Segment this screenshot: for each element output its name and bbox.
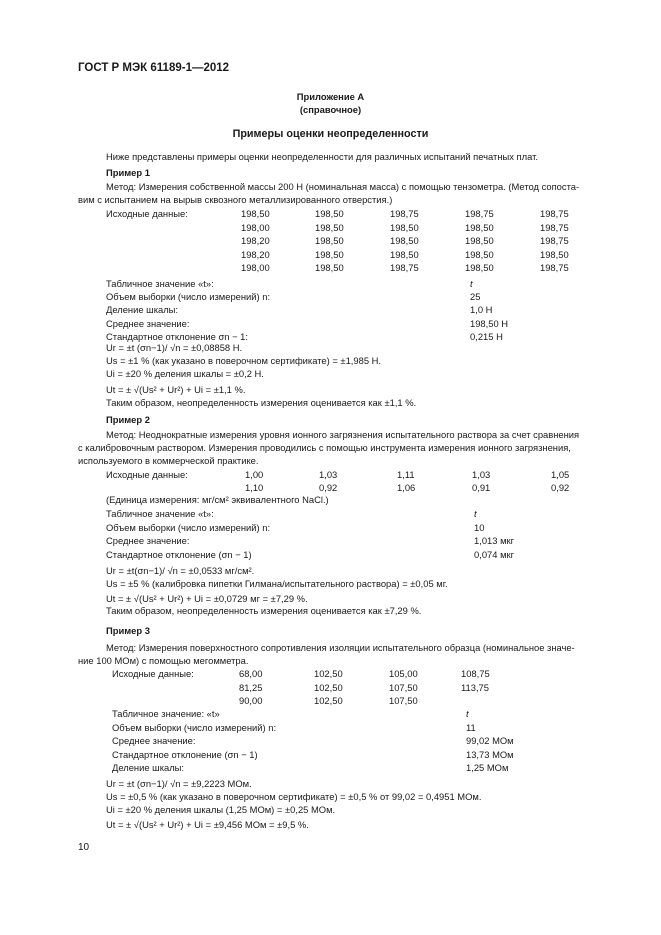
data-cell: 1,05	[551, 469, 570, 480]
example1-method-1: Метод: Измерения собственной массы 200 Н (номинальная масса) с помощью тензометра. (Метод сопоста-	[106, 181, 580, 192]
data-cell: 198,50	[540, 248, 569, 260]
example2-param-value: 10	[474, 521, 485, 533]
example2-conclusion: Таким образом, неопределенность измерения оценивается как ±7,29 %.	[106, 605, 422, 616]
example1-param-value: 0,215 Н	[470, 330, 503, 342]
example2-param-label: Табличное значение «t»:	[106, 508, 214, 519]
example2-param-value: 0,074 мкг	[474, 548, 515, 560]
example2-data-label: Исходные данные:	[106, 469, 188, 480]
example3-formula: Us = ±0,5 % (как указано в поверочном сертификате) = ±0,5 % от 99,02 = 0,4951 МОм.	[106, 791, 482, 802]
data-cell: 198,75	[540, 208, 569, 219]
example3-param-label: Деление шкалы:	[112, 762, 185, 773]
data-cell: 0,91	[472, 482, 491, 493]
data-cell: 81,25	[239, 681, 263, 693]
example2-formula: Ut = ± √(Us² + Ur²) + Ui = ±0,0729 мг = ±7,29 %.	[106, 593, 308, 604]
data-cell: 1,03	[319, 469, 338, 480]
example2-param-label: Среднее значение:	[106, 535, 190, 546]
example1-param-label: Табличное значение «t»:	[106, 278, 214, 289]
data-cell: 198,75	[540, 235, 569, 246]
example2-param-value: t	[474, 508, 477, 519]
example3-param-value: 13,73 МОм	[466, 748, 514, 760]
data-cell: 198,50	[315, 248, 344, 260]
data-cell: 1,00	[245, 469, 264, 480]
example1-param-label: Объем выборки (число измерений) n:	[106, 291, 271, 303]
data-cell: 198,50	[465, 248, 494, 260]
data-cell: 198,50	[241, 208, 270, 219]
example1-param-value: 1,0 Н	[470, 304, 493, 316]
data-cell: 113,75	[461, 681, 489, 693]
example2-param-label: Объем выборки (число измерений) n:	[106, 521, 271, 533]
example1-title: Пример 1	[106, 167, 150, 178]
example3-param-value: t	[466, 708, 469, 719]
example3-param-label: Стандартное отклонение (σn − 1)	[112, 748, 258, 760]
data-cell: 198,75	[390, 262, 419, 273]
example3-param-label: Табличное значение: «t»	[112, 708, 220, 719]
example2-title: Пример 2	[106, 414, 150, 425]
example3-data-label: Исходные данные:	[112, 668, 194, 679]
data-cell: 0,92	[551, 482, 570, 493]
data-cell: 198,50	[465, 221, 494, 233]
example1-conclusion: Таким образом, неопределенность измерения оценивается как ±1,1 %.	[106, 397, 417, 408]
data-cell: 102,50	[314, 695, 343, 706]
example2-formula: Ur = ±t(σn−1)/ √n = ±0,0533 мг/см².	[106, 565, 255, 576]
data-cell: 102,50	[314, 668, 343, 679]
example2-method-2: с калибровочным раствором. Измерения проводились с помощью инструмента измерения ионного загрязнения,	[78, 442, 571, 453]
data-cell: 198,50	[315, 208, 344, 219]
example3-formula: Ur = ±t (σn−1)/ √n = ±9,2223 МОм.	[106, 778, 252, 789]
data-cell: 107,50	[389, 695, 418, 706]
document-header: ГОСТ Р МЭК 61189-1—2012	[78, 62, 230, 74]
data-cell: 198,50	[465, 235, 494, 246]
example3-title: Пример 3	[106, 625, 150, 636]
data-cell: 90,00	[239, 695, 263, 706]
data-cell: 1,06	[397, 482, 416, 493]
data-cell: 198,50	[390, 221, 419, 233]
example2-method-1: Метод: Неоднократные измерения уровня ионного загрязнения испытательного раствора за счет сравнения	[106, 429, 580, 440]
data-cell: 1,03	[472, 469, 491, 480]
data-cell: 198,50	[315, 235, 344, 246]
example3-param-value: 1,25 МОм	[466, 762, 509, 773]
data-cell: 102,50	[314, 681, 343, 693]
data-cell: 1,11	[397, 469, 415, 480]
data-cell: 198,75	[540, 221, 569, 233]
example1-formula: Ui = ±20 % деления шкалы = ±0,2 Н.	[106, 368, 264, 379]
example1-param-label: Деление шкалы:	[106, 304, 179, 316]
example2-formula: Us = ±5 % (калибровка пипетки Гилмана/испытательного раствора) = ±0,05 мг.	[106, 578, 448, 589]
data-cell: 105,00	[389, 668, 418, 679]
example1-formula: Ut = ± √(Us² + Ur²) + Ui = ±1,1 %.	[106, 384, 246, 395]
example1-param-label: Стандартное отклонение σn − 1:	[106, 330, 248, 342]
example1-data-label: Исходные данные:	[106, 208, 188, 219]
data-cell: 198,50	[390, 235, 419, 246]
data-cell: 198,00	[241, 262, 270, 273]
example1-method-2: вим с испытанием на вырыв сквозного металлизированного отверстия.)	[78, 194, 393, 205]
example1-param-value: t	[470, 278, 473, 289]
data-cell: 198,50	[315, 221, 344, 233]
page-number: 10	[78, 842, 90, 853]
appendix-subtitle: (справочное)	[299, 104, 362, 115]
data-cell: 108,75	[461, 668, 490, 679]
example2-unit-note: (Единица измерения: мг/см² эквивалентного NaCl.)	[106, 494, 329, 505]
data-cell: 0,92	[319, 482, 338, 493]
data-cell: 198,00	[241, 221, 270, 233]
example1-formula: Ur = ±t (σn−1)/ √n = ±0,08858 Н.	[106, 342, 243, 353]
example1-formula: Us = ±1 % (как указано в поверочном сертификате) = ±1,985 Н.	[106, 355, 382, 366]
example3-param-label: Среднее значение:	[112, 735, 196, 746]
data-cell: 1,10	[245, 482, 264, 493]
example1-param-value: 198,50 Н	[470, 317, 509, 329]
example3-formula: Ut = ± √(Us² + Ur²) + Ui = ±9,456 МОм = ±9,5 %.	[106, 819, 309, 830]
example1-param-label: Среднее значение:	[106, 317, 190, 329]
example3-param-value: 11	[466, 721, 476, 733]
data-cell: 198,50	[465, 262, 494, 273]
example3-param-label: Объем выборки (число измерений) n:	[112, 721, 277, 733]
data-cell: 198,75	[390, 208, 419, 219]
example2-param-label: Стандартное отклонение (σn − 1)	[106, 548, 252, 560]
section-title: Примеры оценки неопределенности	[232, 128, 429, 140]
example3-formula: Ui = ±20 % деления шкалы (1,25 МОм) = ±0,25 МОм.	[106, 804, 336, 815]
data-cell: 198,75	[465, 208, 494, 219]
data-cell: 198,75	[540, 262, 569, 273]
example2-method-3: используемого в коммерческой практике.	[78, 455, 259, 466]
example3-param-value: 99,02 МОм	[466, 735, 514, 746]
data-cell: 107,50	[389, 681, 418, 693]
intro-text: Ниже представлены примеры оценки неопределенности для различных испытаний печатных плат.	[106, 151, 538, 162]
appendix-title: Приложение А	[296, 91, 365, 102]
data-cell: 198,20	[241, 248, 270, 260]
example2-param-value: 1,013 мкг	[474, 535, 515, 546]
example3-method-1: Метод: Измерения поверхностного сопротивления изоляции испытательного образца (номинальное значе-	[106, 642, 575, 653]
data-cell: 198,50	[315, 262, 344, 273]
data-cell: 198,20	[241, 235, 270, 246]
data-cell: 68,00	[239, 668, 263, 679]
data-cell: 198,50	[390, 248, 419, 260]
example1-param-value: 25	[470, 291, 481, 303]
example3-method-2: ние 100 МОм) с помощью мегомметра.	[78, 655, 249, 666]
